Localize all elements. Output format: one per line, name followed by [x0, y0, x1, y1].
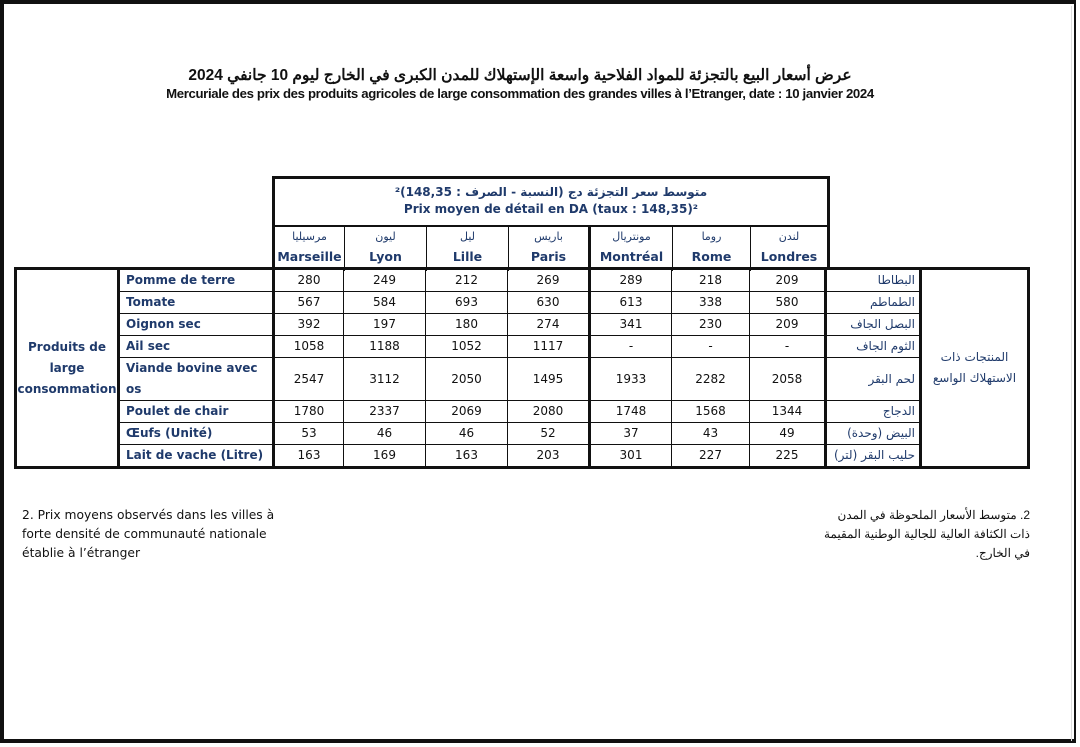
price-cell: 53: [274, 423, 344, 445]
price-cell: 163: [426, 445, 508, 468]
price-cell: 2337: [344, 401, 426, 423]
city-header-londres: [751, 227, 827, 271]
price-cell: 584: [344, 292, 426, 314]
table-row: [16, 401, 1029, 423]
price-cell: -: [590, 336, 672, 358]
title-french: Mercuriale des prix des produits agricoles de large consommation des grandes villes à l’Etranger, date : 10 janvier 2024: [166, 86, 874, 101]
product-name-french: Pomme de terre: [119, 269, 274, 292]
product-name-arabic: الثوم الجاف: [826, 336, 921, 358]
price-cell: 163: [274, 445, 344, 468]
price-cell: 1933: [590, 358, 672, 401]
price-cell: 567: [274, 292, 344, 314]
product-name-french: Ail sec: [119, 336, 274, 358]
city-name-french: Montréal: [599, 249, 664, 264]
product-name-french: Oignon sec: [119, 314, 274, 336]
price-cell: 2080: [508, 401, 590, 423]
table-row: [16, 358, 1029, 401]
table-row: [16, 292, 1029, 314]
product-name-french: Tomate: [119, 292, 274, 314]
product-name-french: Œufs (Unité): [119, 423, 274, 445]
product-name-french: Poulet de chair: [119, 401, 274, 423]
price-cell: 1495: [508, 358, 590, 401]
price-cell: 338: [672, 292, 750, 314]
price-cell: 203: [508, 445, 590, 468]
city-header-montreal: [591, 227, 673, 271]
city-name-french: Lyon: [369, 249, 402, 264]
city-header-rome: [673, 227, 751, 271]
product-name-french: Lait de vache (Litre): [119, 445, 274, 468]
city-name-arabic: مرسيليا: [292, 230, 327, 243]
price-cell: 37: [590, 423, 672, 445]
title-arabic: عرض أسعار البيع بالتجزئة للمواد الفلاحية واسعة الإستهلاك للمدن الكبرى في الخارج ليوم 10 جانفي 2024: [188, 67, 852, 84]
price-cell: 1117: [508, 336, 590, 358]
price-cell: 392: [274, 314, 344, 336]
price-cell: 1568: [672, 401, 750, 423]
table-row: [16, 269, 1029, 292]
city-name-french: Rome: [691, 249, 732, 264]
city-header-row: [275, 227, 827, 271]
city-name-french: Paris: [530, 249, 567, 264]
product-name-arabic: الدجاج: [826, 401, 921, 423]
price-cell: 46: [426, 423, 508, 445]
price-cell: 212: [426, 269, 508, 292]
price-cell: 1058: [274, 336, 344, 358]
product-name-arabic: لحم البقر: [826, 358, 921, 401]
price-header-arabic: متوسط سعر التجزئة دج (النسبة - الصرف : 148,35)²: [394, 185, 708, 199]
price-cell: 2069: [426, 401, 508, 423]
price-cell: 580: [750, 292, 826, 314]
page-edge: [1071, 6, 1072, 741]
city-header-paris: [509, 227, 591, 271]
price-cell: 1344: [750, 401, 826, 423]
price-cell: 3112: [344, 358, 426, 401]
price-cell: 225: [750, 445, 826, 468]
price-cell: 341: [590, 314, 672, 336]
city-name-arabic: باريس: [534, 230, 563, 243]
price-cell: 274: [508, 314, 590, 336]
price-cell: 1748: [590, 401, 672, 423]
price-cell: 2547: [274, 358, 344, 401]
price-cell: 52: [508, 423, 590, 445]
city-header-lille: [427, 227, 509, 271]
price-cell: 613: [590, 292, 672, 314]
price-cell: 209: [750, 314, 826, 336]
product-name-arabic: حليب البقر (لتر): [826, 445, 921, 468]
price-cell: 180: [426, 314, 508, 336]
footnote-french: 2. Prix moyens observés dans les villes à forte densité de communauté nationale établie à l’étranger: [22, 508, 275, 560]
category-label-arabic: المنتجات ذات الاستهلاك الواسع: [921, 269, 1029, 468]
price-cell: -: [672, 336, 750, 358]
price-cell: 2050: [426, 358, 508, 401]
table-row: [16, 445, 1029, 468]
product-name-french: Viande bovine avec os: [119, 358, 274, 401]
city-name-arabic: روما: [701, 230, 722, 243]
price-cell: -: [750, 336, 826, 358]
price-cell: 693: [426, 292, 508, 314]
price-cell: 49: [750, 423, 826, 445]
city-name-arabic: ليل: [459, 230, 475, 243]
table-row: [16, 423, 1029, 445]
footnote-arabic: 2. متوسط الأسعار الملحوظة في المدن ذات الكثافة العالية للجالية الوطنية المقيمة في الخارج.: [823, 508, 1030, 560]
product-name-arabic: الطماطم: [826, 292, 921, 314]
city-name-french: Londres: [760, 249, 818, 264]
price-cell: 630: [508, 292, 590, 314]
product-name-arabic: البطاطا: [826, 269, 921, 292]
price-cell: 46: [344, 423, 426, 445]
city-name-french: Lille: [452, 249, 483, 264]
price-header-french: Prix moyen de détail en DA (taux : 148,35)²: [403, 202, 699, 216]
category-label-french: Produits de large consommation: [16, 269, 119, 468]
price-cell: 43: [672, 423, 750, 445]
table-row: [16, 336, 1029, 358]
city-name-arabic: ليون: [375, 230, 396, 243]
price-cell: 1052: [426, 336, 508, 358]
product-name-arabic: البيض (وحدة): [826, 423, 921, 445]
price-cell: 227: [672, 445, 750, 468]
price-cell: 197: [344, 314, 426, 336]
price-cell: 2282: [672, 358, 750, 401]
price-cell: 289: [590, 269, 672, 292]
price-cell: 1780: [274, 401, 344, 423]
price-cell: 169: [344, 445, 426, 468]
price-cell: 1188: [344, 336, 426, 358]
price-cell: 301: [590, 445, 672, 468]
product-name-arabic: البصل الجاف: [826, 314, 921, 336]
price-cell: 280: [274, 269, 344, 292]
price-cell: 218: [672, 269, 750, 292]
city-name-french: Marseille: [277, 249, 342, 264]
city-header-marseille: [275, 227, 345, 271]
price-cell: 249: [344, 269, 426, 292]
price-cell: 230: [672, 314, 750, 336]
price-cell: 269: [508, 269, 590, 292]
price-header-caption: [275, 179, 827, 227]
city-header-lyon: [345, 227, 427, 271]
price-header: [272, 176, 830, 268]
price-cell: 209: [750, 269, 826, 292]
table-row: [16, 314, 1029, 336]
price-table: [14, 267, 1030, 469]
city-name-arabic: مونتريال: [612, 230, 651, 243]
price-cell: 2058: [750, 358, 826, 401]
city-name-arabic: لندن: [778, 230, 800, 243]
